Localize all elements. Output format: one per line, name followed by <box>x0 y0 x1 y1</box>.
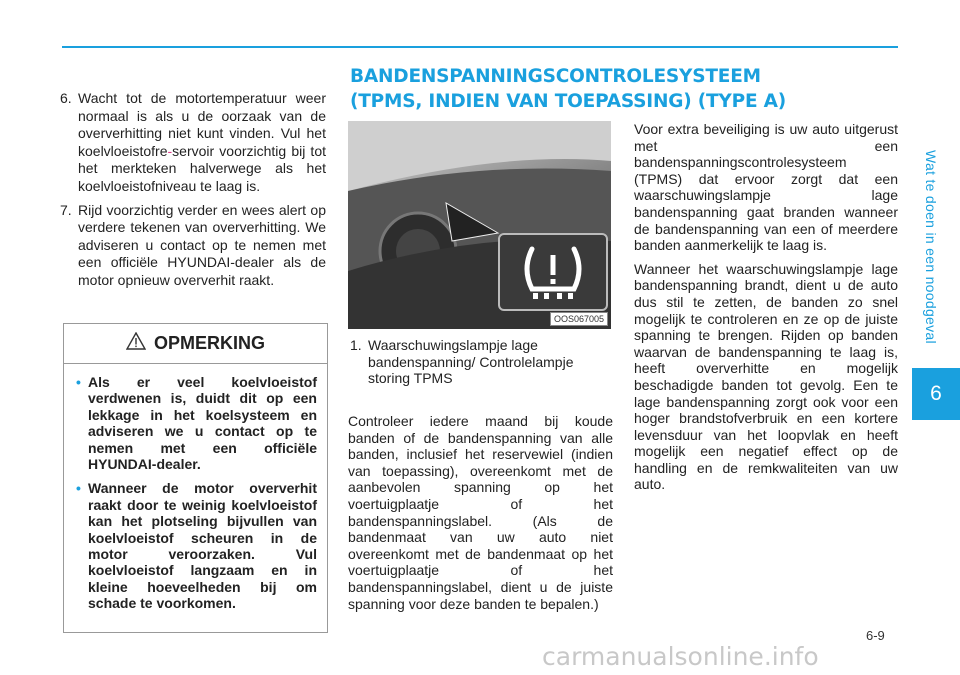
middle-paragraph: Controleer iedere maand bij koude banden of de bandenspanning van alle banden, inclusief het reservewiel (indien van toepassing), overeenkomt met de aanbevolen spanning op het voertuigplaatje of het bandenspanningslabel. (Als de bandenmaat van uw auto niet overeenkomt met de bandenmaat op het voertuigplaatje of het bandenspanningslabel, dient u de juiste spanning voor deze banden te bepalen.) <box>348 413 613 612</box>
note-list <box>64 364 327 612</box>
step-number: 7. <box>60 201 72 218</box>
step-text-a: Wacht tot de motortemperatuur weer normaal is als u de oorzaak van de oververhitting niet kunt vinden. Vul het koelvloeistofre <box>78 90 326 159</box>
note-item-text: Wanneer de motor oververhit raakt door te weinig koelvloeistof kan het plotseling bijvullen van koelvloeistof scheuren in de motor veroorzaken. Vul koelvloeistof langzaam en in kleine hoeveelheden bij om schade te voorkomen. <box>88 480 317 612</box>
note-item <box>76 374 317 472</box>
note-box <box>63 323 328 633</box>
right-column <box>634 121 898 500</box>
bullet-icon: • <box>76 374 81 390</box>
section-title-line2: (TPMS, INDIEN VAN TOEPASSING) (TYPE A) <box>350 91 787 112</box>
right-paragraph: Wanneer het waarschuwingslampje lage bandenspanning brandt, dient u de auto dus stil te zetten, de banden zo snel mogelijk te controleren en ze op de juiste spanning te brengen. Rijden op banden waarvan de bandenspanning te laag is, heeft oververhitte en mogelijk beschadigde banden tot gevolg. Een te lage bandenspanning zorgt ook voor een hoger brandstofverbruik en een kortere levensduur van het loopvlak en heeft mogelijk een negatief effect op de handling en de remkwaliteiten van uw auto. <box>634 260 898 493</box>
left-column <box>60 90 326 296</box>
step-text-b: servoir voorzichtig bij tot het merkteken halverwege als het koelvloeistofniveau te laag is. <box>78 142 326 194</box>
step-7 <box>60 202 326 290</box>
section-title <box>350 64 870 114</box>
caption-number: 1. <box>350 337 362 353</box>
figure-caption <box>350 337 610 387</box>
watermark[interactable]: carmanualsonline.info <box>542 642 819 671</box>
caption-text: Waarschuwingslampje lage bandenspanning/ Controlelampje storing TPMS <box>368 337 574 386</box>
chapter-side-label: Wat te doen in een noodgeval <box>923 150 939 344</box>
page-number: 6-9 <box>866 628 885 643</box>
figure-code: OOS067005 <box>550 312 608 326</box>
right-paragraph: Voor extra beveiliging is uw auto uitgerust met een bandenspanningscontrolesysteem (TPMS) dat ervoor zorgt dat een waarschuwingslampje lage bandenspanning gaat branden wanneer de bandenspanning van een of meerdere banden aanmerkelijk te laag is. <box>634 121 898 254</box>
warning-triangle-icon <box>126 332 146 355</box>
note-item-text: Als er veel koelvloeistof verdwenen is, duidt dit op een lekkage in het koelsysteem en adviseren we u contact op te nemen met een officiële HYUNDAI-dealer. <box>88 374 317 473</box>
step-6 <box>60 90 326 196</box>
tpms-warning-icon <box>498 233 608 311</box>
step-text: Rijd voorzichtig verder en wees alert op verdere tekenen van oververhitting. We adviseren u contact op te nemen met een officiële HYUNDAI-dealer als de motor opnieuw oververhit raakt. <box>78 201 326 288</box>
note-heading: OPMERKING <box>153 333 265 353</box>
step-number: 6. <box>60 90 72 106</box>
step-text <box>78 90 326 196</box>
bullet-icon: • <box>76 480 81 497</box>
hyphen: - <box>167 142 173 159</box>
chapter-tab[interactable]: 6 <box>912 368 960 420</box>
dashboard-photo <box>348 121 611 329</box>
note-item <box>76 480 317 611</box>
header-rule <box>62 46 898 48</box>
note-header <box>64 324 327 364</box>
section-title-line1: BANDENSPANNINGSCONTROLESYSTEEM <box>350 66 761 87</box>
